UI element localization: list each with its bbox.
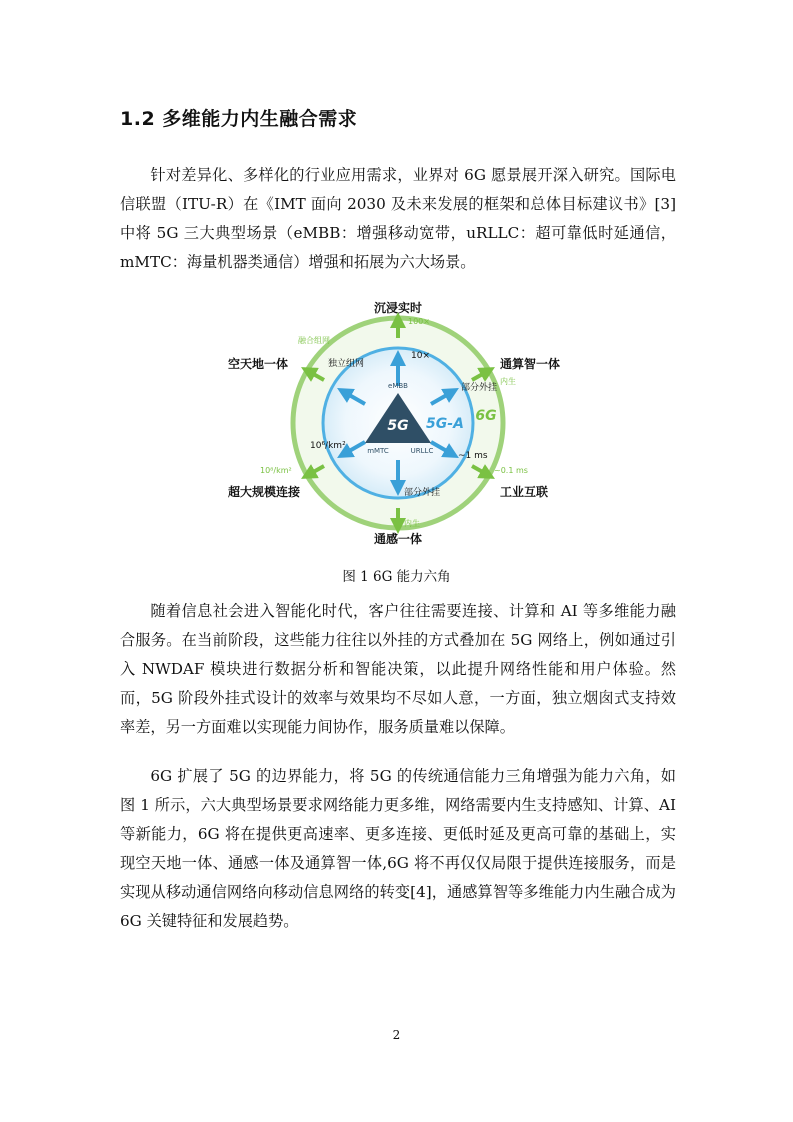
bottom-right-inner-label: ~1 ms [458, 451, 488, 461]
scenario-bottom: 通感一体 [373, 532, 423, 546]
mmtc-label: mMTC [367, 447, 389, 455]
triangle-5g-label: 5G [387, 418, 409, 434]
top-left-inner-label: 独立组网 [328, 359, 365, 369]
bottom-left-inner-label: 10⁶/km² [310, 441, 346, 451]
scenario-bottom-left: 超大规模连接 [228, 485, 301, 499]
ring-5ga-label: 5G-A [426, 416, 464, 432]
scenario-top: 沉浸实时 [373, 301, 423, 315]
capability-hexagon-figure [218, 298, 578, 548]
top-right-inner-label: 部分外挂 [461, 383, 498, 393]
paragraph-2-text: 随着信息社会进入智能化时代，客户往往需要连接、计算和 AI 等多维能力融合服务。在当前阶段，这些能力往往以外挂的方式叠加在 5G 网络上，例如通过引入 NWDAF 模块进行数据分析和智能决策，以此提升网络性能和用户体验。然而，5G 阶段外挂式设计的效率与效果均不尽如人意，一方面，独立烟囱式支持效率差，另一方面难以实现能力间协作，服务质量难以保障。 [120, 602, 676, 736]
urllc-label: URLLC [410, 447, 434, 455]
scenario-top-left: 空天地一体 [228, 357, 289, 371]
top-inner-label: 10× [411, 351, 430, 361]
section-heading: 1.2 多维能力内生融合需求 [120, 108, 358, 130]
scenario-bottom-right: 工业互联 [500, 485, 549, 499]
page-number: 2 [392, 1028, 401, 1042]
top-right-outer-label: 内生 [500, 377, 516, 386]
paragraph-3-text: 6G 扩展了 5G 的边界能力，将 5G 的传统通信能力三角增强为能力六角，如图 1 所示，六大典型场景要求网络能力更多维，网络需要内生支持感知、计算、AI 等新能力，6G 将在提供更高速率、更多连接、更低时延及更高可靠的基础上，实现空天地一体、通感一体及通算智一体,6G 将不再仅仅局限于提供连接服务，而是实现从移动通信网络向移动信息网络的转变[4]，通感算智等多维能力内生融合成为 6G 关键特征和发展趋势。 [120, 767, 676, 930]
embb-label: eMBB [388, 382, 408, 390]
scenario-top-right: 通算智一体 [500, 357, 561, 371]
bottom-outer-label: 内生 [404, 519, 420, 528]
hexagon-diagram [218, 298, 578, 548]
paragraph-1 [120, 161, 676, 277]
paragraph-1-text: 针对差异化、多样化的行业应用需求，业界对 6G 愿景展开深入研究。国际电信联盟（ITU-R）在《IMT 面向 2030 及未来发展的框架和总体目标建议书》[3]中将 5G 三大典型场景（eMBB：增强移动宽带，uRLLC：超可靠低时延通信，mMTC：海量机器类通信）增强和拓展为六大场景。 [120, 166, 676, 271]
paragraph-3 [120, 762, 676, 936]
top-left-outer-label: 融合组网 [298, 336, 330, 345]
bottom-inner-label: 部分外挂 [404, 488, 441, 498]
figure-caption: 图 1 6G 能力六角 [342, 569, 451, 585]
top-outer-label: 100× [408, 317, 430, 326]
ring-6g-label: 6G [475, 408, 497, 424]
paragraph-2 [120, 597, 676, 742]
bottom-left-outer-label: 10⁸/km² [260, 466, 292, 475]
bottom-right-outer-label: ~0.1 ms [494, 466, 528, 475]
